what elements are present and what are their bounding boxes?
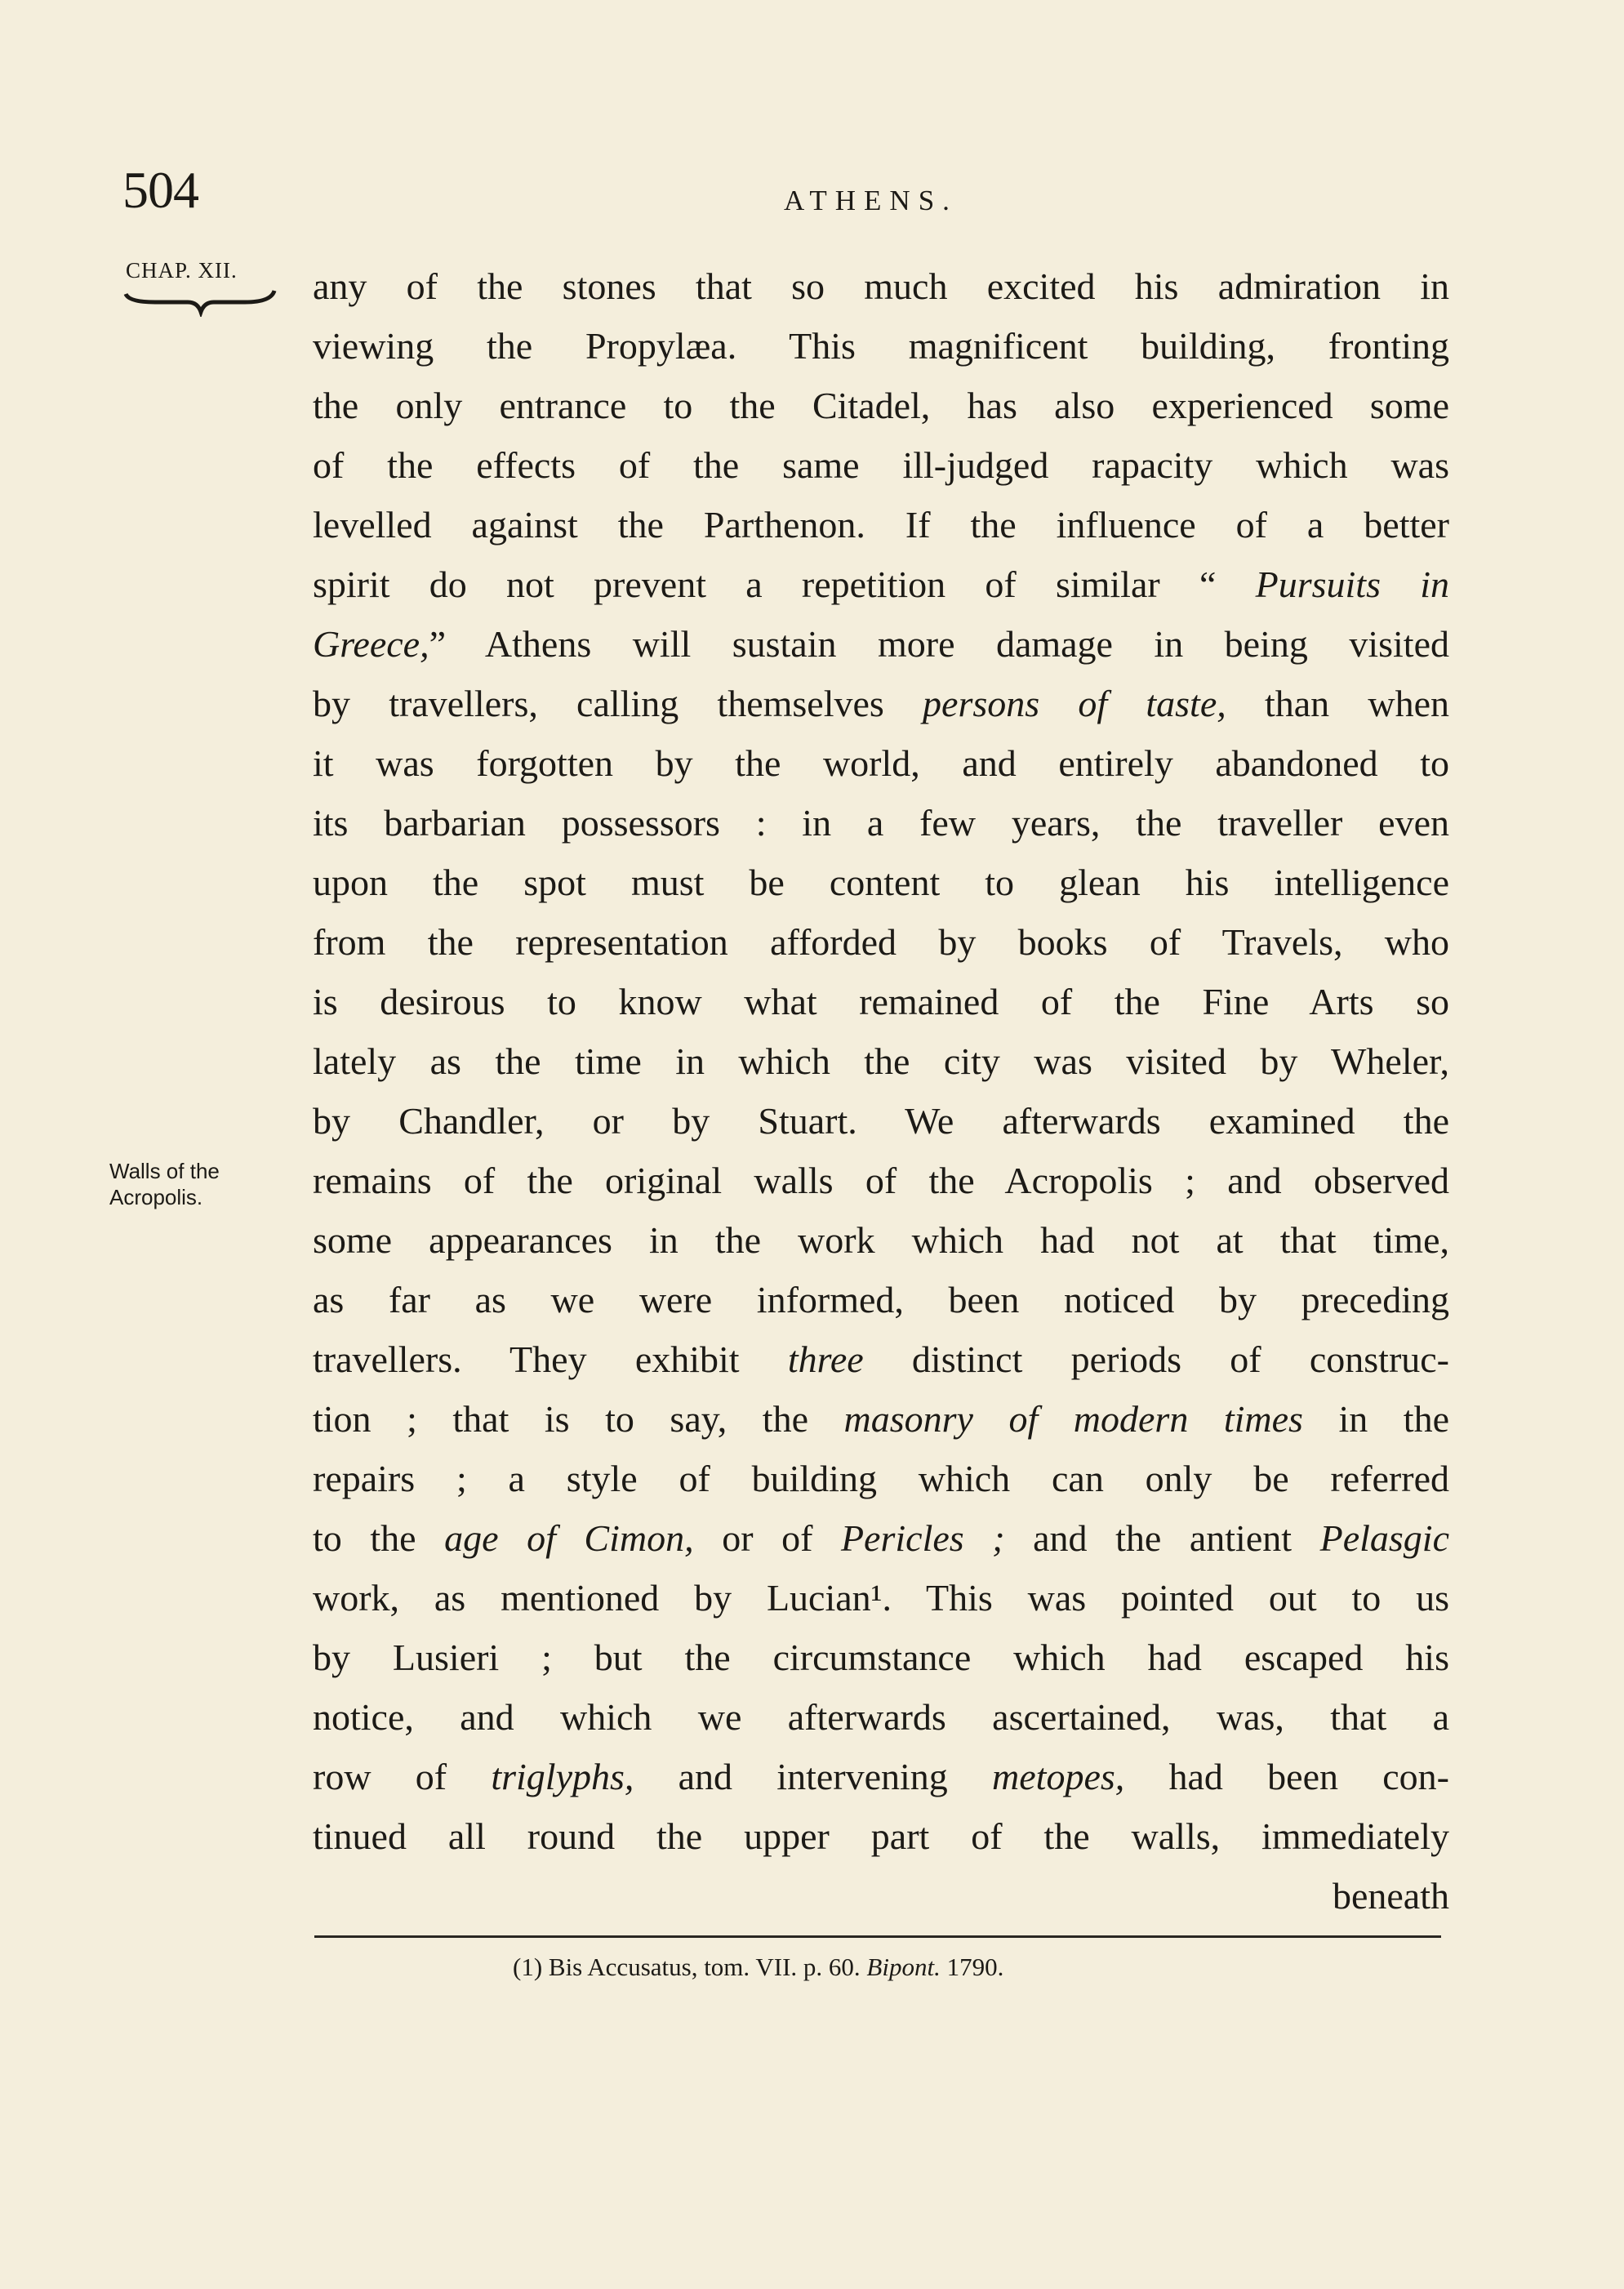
footnote bbox=[513, 1948, 1003, 1986]
text-line bbox=[313, 1628, 1449, 1687]
text-run: notice, and which we afterwards ascertained, was, that a bbox=[313, 1696, 1449, 1738]
footnote-year: 1790. bbox=[940, 1953, 1004, 1981]
text-run: spirit do not prevent a repetition of similar “ bbox=[313, 563, 1256, 605]
text-run: and intervening bbox=[634, 1756, 993, 1797]
text-run: tinued all round the upper part of the walls, immediately bbox=[313, 1815, 1449, 1857]
text-run: or of bbox=[693, 1517, 841, 1559]
text-run: some appearances in the work which had not at that time, bbox=[313, 1219, 1449, 1261]
text-run: by Chandler, or by Stuart. We afterwards examined the bbox=[313, 1100, 1449, 1142]
text-line bbox=[313, 793, 1449, 853]
text-line bbox=[313, 435, 1449, 495]
text-run: is desirous to know what remained of the Fine Arts so bbox=[313, 981, 1449, 1022]
text-run: tion ; that is to say, the bbox=[313, 1398, 844, 1440]
text-line bbox=[313, 1449, 1449, 1508]
text-run: had been con- bbox=[1124, 1756, 1449, 1797]
text-line bbox=[313, 376, 1449, 435]
text-line bbox=[313, 972, 1449, 1031]
chapter-brace-icon bbox=[122, 287, 278, 317]
text-run: remains of the original walls of the Acropolis ; and observed bbox=[313, 1160, 1449, 1201]
text-run: travellers. They exhibit bbox=[313, 1338, 788, 1380]
text-line bbox=[313, 1329, 1449, 1389]
text-line bbox=[313, 256, 1449, 316]
text-line bbox=[313, 614, 1449, 674]
text-run: viewing the Propylæa. This magnificent building, fronting bbox=[313, 325, 1449, 367]
italic-run: triglyphs, bbox=[491, 1756, 634, 1797]
text-line bbox=[313, 1806, 1449, 1866]
text-line bbox=[313, 1687, 1449, 1747]
text-line bbox=[313, 1747, 1449, 1806]
text-run: levelled against the Parthenon. If the influence of a better bbox=[313, 504, 1449, 546]
italic-run: age of Cimon, bbox=[444, 1517, 694, 1559]
footnote-italic: Bipont. bbox=[866, 1953, 941, 1981]
text-run: distinct periods of construc- bbox=[863, 1338, 1450, 1380]
italic-run: Pericles ; bbox=[840, 1517, 1005, 1559]
text-line bbox=[313, 1508, 1449, 1568]
page-number: 504 bbox=[122, 161, 198, 219]
text-run: in the bbox=[1302, 1398, 1450, 1440]
footnote-rule bbox=[314, 1935, 1441, 1938]
text-line bbox=[313, 316, 1449, 376]
text-line bbox=[313, 853, 1449, 912]
text-line bbox=[313, 1151, 1449, 1210]
text-line bbox=[313, 1866, 1449, 1926]
italic-run: persons of taste, bbox=[923, 683, 1226, 724]
italic-run: three bbox=[787, 1338, 864, 1380]
text-run: by Lusieri ; but the circumstance which had escaped his bbox=[313, 1637, 1449, 1678]
text-line bbox=[313, 1091, 1449, 1151]
margin-note bbox=[109, 1158, 220, 1210]
text-run: the only entrance to the Citadel, has also experienced some bbox=[313, 385, 1449, 426]
text-run: any of the stones that so much excited his admiration in bbox=[313, 265, 1449, 307]
margin-note-line: Walls of the bbox=[109, 1159, 220, 1183]
chapter-label: CHAP. XII. bbox=[126, 258, 238, 283]
text-line bbox=[313, 733, 1449, 793]
italic-run: metopes, bbox=[992, 1756, 1125, 1797]
italic-run: masonry of modern times bbox=[843, 1398, 1303, 1440]
text-run: lately as the time in which the city was visited by Wheler, bbox=[313, 1040, 1449, 1082]
footnote-text: (1) Bis Accusatus, tom. VII. p. 60. bbox=[513, 1953, 867, 1981]
text-line bbox=[313, 674, 1449, 733]
text-line bbox=[313, 912, 1449, 972]
text-run: repairs ; a style of building which can only be referred bbox=[313, 1458, 1449, 1499]
margin-note-line: Acropolis. bbox=[109, 1185, 203, 1209]
text-run: to the bbox=[313, 1517, 445, 1559]
text-run: as far as we were informed, been noticed by preceding bbox=[313, 1279, 1449, 1320]
text-run: than when bbox=[1226, 683, 1450, 724]
text-line bbox=[313, 554, 1449, 614]
text-run: work, as mentioned by Lucian¹. This was pointed out to us bbox=[313, 1577, 1449, 1619]
text-run: from the representation afforded by books of Travels, who bbox=[313, 921, 1449, 963]
body-text bbox=[313, 256, 1449, 1926]
text-run: ” Athens will sustain more damage in being visited bbox=[429, 623, 1449, 665]
text-run: beneath bbox=[1332, 1875, 1449, 1917]
running-head: ATHENS. bbox=[784, 185, 958, 216]
text-line bbox=[313, 1568, 1449, 1628]
text-line bbox=[313, 1389, 1449, 1449]
text-line bbox=[313, 495, 1449, 554]
text-run: its barbarian possessors : in a few years, the traveller even bbox=[313, 802, 1449, 844]
text-line bbox=[313, 1210, 1449, 1270]
text-line bbox=[313, 1031, 1449, 1091]
italic-run: Greece, bbox=[313, 623, 429, 665]
text-run: of the effects of the same ill-judged rapacity which was bbox=[313, 444, 1449, 486]
text-run: row of bbox=[313, 1756, 492, 1797]
text-run: by travellers, calling themselves bbox=[313, 683, 923, 724]
text-line bbox=[313, 1270, 1449, 1329]
text-run: and the antient bbox=[1004, 1517, 1320, 1559]
italic-run: Pelasgic bbox=[1319, 1517, 1449, 1559]
italic-run: Pursuits in bbox=[1255, 563, 1449, 605]
text-run: upon the spot must be content to glean his intelligence bbox=[313, 862, 1449, 903]
text-run: it was forgotten by the world, and entirely abandoned to bbox=[313, 742, 1449, 784]
